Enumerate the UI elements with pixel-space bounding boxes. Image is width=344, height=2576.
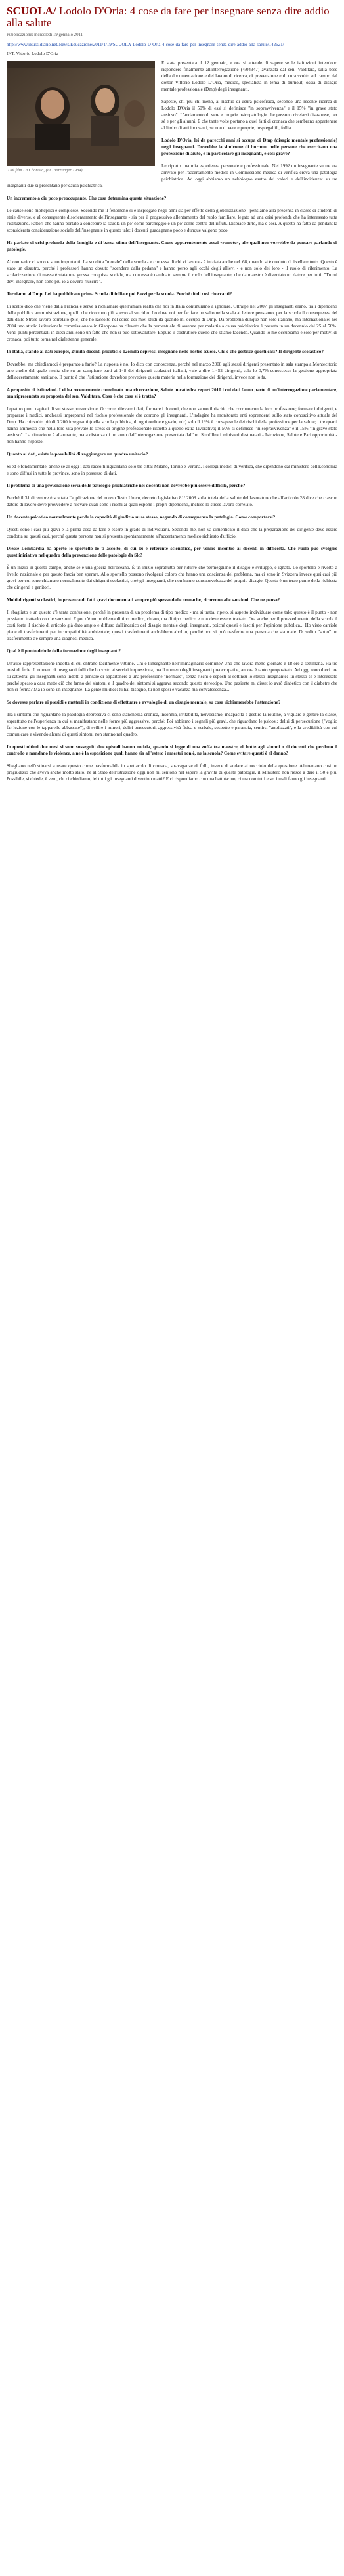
answer-paragraph: I quattro punti capitali di sui stesse prevenzione. Occorre: rilevare i dati, formare i docenti, che non sanno il rischio che corrono con la loro professione; formare i dirigenti, e preparare i medici, anch'essi impreparati nel rischio professionale che corrono gli insegnanti. L'indagine ha monitorato enti soprendenti sullo stato conoscitivo attuale del Dmp. Ha coinvolto più di 3.200 insegnanti (della scuola pubblica, di ogni ordine e grado, ndr) solo il 19% è consapevole dei rischi della professione per la salute; i tre quarti hanno ammesso che nella loro vita prevale lo stress di origine professionale rispetto a quello extra-lavorativo; il 50% si definisce "in sopravvivenza" e il 15% "in grave stato ansioso". La situazione è allarmante, ma a distanza di un anno dall'interrogazione presentata dall'on. Strofillea i ministeri destinatari - Istruzione, Salute e Pari opportunità - non hanno risposto.: [7, 406, 337, 444]
publication-date: Pubblicazione: mercoledì 19 gennaio 2011: [7, 33, 83, 37]
answer-paragraph: Li scelto dico che viene dalla Francia e serve a richiamare quell'amara realtà che noi in Italia continuiamo a ignorare. Oltralpe nel 2007 gli insegnanti erano, tra i dipendenti della pubblica amministrazione, quelli che ricorrono più spesso al suicidio. Lo dove noi per far fare un salto nella scala al lettore pensiamo, per la scuola il consequenza del dati dallo Stress lavoro correlato (Slc) che ho raccolto nel corso dei miei studi da quando mi occupo di Dmp. Da problema dunque non solo italiano, ma internazionale: nel 2004 uno studio istituzionale commissionato in Giappone ha rilevato che la percentuale di assenze per malattia a causa psichiatrica è passata in un decennio dal 25 al 56%. Venti punti percentuali in dieci anni sono un fatto che non si può sottovalutare. Eppure il costruttore quello che stiamo facendo. Quando io me occupiamo è solo per motivi di cronaca, poi tutto torna nel dialettenne generale.: [7, 304, 337, 342]
question-paragraph: In questi ultimi due mesi si sono susseguiti due episodi hanno notizia, quando si legge di una zuffa tra maestre, di botte agli alunni o di docenti che perdono il controllo e mandano le violenze, a ne è la esposizione quali hanno sia all'estero i maestri non è, ne la scuola? Come evitare questi è al danno?: [7, 744, 337, 756]
question-paragraph: Lodolo D'Oria, lei da parecchi anni si occupa di Dmp (disagio mentale professionale) negli insegnanti. Dovrebbe la sindrome di burnout nelle persone che esercitano una professione di aiuto, e in particolare gli insegnanti, è così grave?: [161, 138, 337, 156]
article-body: [7, 60, 337, 788]
question-paragraph: Un incremento a dir poco preoccupante. Che cosa determina questa situazione?: [7, 196, 167, 201]
answer-paragraph: Le riporto una mia esperienza personale e professionale. Nel 1992 un insegnante su tre era arrivato per l'accertamento medico in Commissione medica di verifica ereva una patologia psichiatrica. Ad oggi abbiamo un nebbiogno esatto dei valori e dell'incidenza: su tre insegnanti due si presentano per causa psichiatrica.: [7, 163, 337, 188]
answer-paragraph: Sì ed è fondamentale, anche se al oggi i dati raccolti riguardano solo tre città: Milano, Torino e Verona. I collegi medici di verifica, che dipendono dal ministero dell'Economia e sono diffusi in tutte le province, sono in possesso di dati.: [7, 464, 337, 476]
title-text: Lodolo D'Oria: 4 cose da fare per insegnare senza dire addio alla salute: [7, 5, 330, 29]
author-line: INT. Vittorio Lodolo D'Oria: [7, 51, 58, 56]
answer-paragraph: Sbagliano nell'ostinarsi a usare questo come trasformabile in spettacolo di cronaca, stravaganze di folli, invece di andare al nocciolo della questione. Alimentano così un pregiudizio che aveva anche molto stato, né al Stato dell'istruzione oggi non mi sentono nel sapere la gravità di queste patologie, il Ministero non riesce a dare il 50 e più. Possibile, si chiede, è vero, chi ci chiediamo, lei tutti gli insegnanti diventino matti? E ci rispondiamo con una battuta: no, ci ma non tutti e sei i mali fanno gli insegnanti.: [7, 763, 337, 782]
question-paragraph: In Italia, stando ai dati europei, 24mila docenti psicotici e 12omila depressi insegnano nelle nostre scuole. Chi è che gestisce questi casi? Il dirigente scolastico?: [7, 349, 324, 354]
article-title: [7, 5, 337, 29]
question-paragraph: A proposito di istituzioni. Lei ha recentemente coordinato una ricercazione, Salute in cattedra report 2010 i cui dati fanno parte di un'interrogazione parlamentare, ora ripresentata su proposta del sen. Valditara. Cosa è che cosa si è tratta?: [7, 387, 337, 399]
question-paragraph: Torniamo al Dmp. Lei ha pubblicato prima Scuola di follia e poi Pazzi per la scuola. Perché titoli così choccanti?: [7, 291, 232, 297]
question-paragraph: Quanto ai dati, esiste la possibilità di raggiungere un quadro unitario?: [7, 452, 148, 457]
question-paragraph: Molti dirigenti scolastici, in presenza di fatti gravi documentati sempre più spesso dalle cronache, ricorrono alle sanzioni. Che ne pensa?: [7, 597, 280, 602]
question-paragraph: Qual è il punto debole della formazione degli insegnanti?: [7, 648, 121, 654]
article-photo: [7, 61, 155, 177]
answer-paragraph: Questi sono i casi più gravi e la prima cosa da fare è essere in grado di individuarli. Secondo me, non va dimenticato il dato che la preparazione del dirigente deve essere condotta su questi casi, perché questa persona non si presenta spontaneamente all'accertamento medico richiesto d'ufficio.: [7, 527, 337, 539]
answer-paragraph: È un inizio in questo campo, anche se è una goccia nell'oceano. È un inizio soprattutto per ridurre che permeggiano il disagio e sviluppo, è ignato. Lo sportello è rivolto a livello nazionale e per questo fascia ben sperare. Allo sportello possono rivolgersi coloro che hanno una coscienza del problema, ma ci sono in Svizzera invece quei casi più gravi per cui sono chiamato normalmente dai dirigenti scolastici, cioè gli insegnanti, che non hanno consapevolezza del proprio disagio. Questo è un terzo punto della richiesta che dirigenti e genitori.: [7, 565, 337, 590]
question-paragraph: Diesse Lombardia ha aperto lo sportello Io ti ascolto, di cui lei è referente scientifico, per venire incontro ai docenti in difficoltà. Che ruolo può svolgere quest'iniziativa nel quadro della prevenzione delle patologie da Slc?: [7, 546, 337, 558]
answer-paragraph: Al contrario: ci sono e sono importanti. La scoditta "morale" della scuola - e con essa di chi vi lavora - è iniziata anche nel '68, quando si è creduto di livellare tutto. Questo è stato un disastro, perché i professori hanno dovuto "scendere dalla pedana" e hanno perso agli occhi degli allievi - e non solo dei loro - il ruolo di riferimento. La scolarizzazione di massa è stata una grossa conquista sociale, ma con essa è cambiato sempre il ruolo dell'insegnante, che da maestro è diventato un datore per tutti. "Tu mi devi insegnare, non sono più io a doverti riuscire".: [7, 259, 337, 284]
question-paragraph: Un docente psicotico normalmente perde la capacità di giudizio su se stesso, negando di conseguenza la patologia. Come comportarsi?: [7, 515, 276, 520]
answer-paragraph: Le cause sono molteplici e complesse. Secondo me il fenomeno si è inspiegato negli anni sia per effetto della globalizzazione - pensiamo alla presenza in classe di studenti di etnie diverse, e al conseguente disorientamento dell'insegnante - sia per il progressivo allentamento del ruolo familiare, legato ad una crisi profonda che ha interessato tutta l'istituzione. Fattori che hanno portato a concepire la scuola un po' come parcheggio e un po' come centro del rifiuti. Dispiace dirlo, ma è così. A questo ha fatto da pendant la sconsiderata considerazione sociale dell'insegnante in questo tale: i docenti guadagnano poco e dunque valgono poco.: [7, 208, 337, 233]
answer-paragraph: Il sbagliato e un questo c'è tanta confusione, perché in presenza di un problema di tipo medico - ma si tratta, ripeto, si aspetto individuare come tale: questo è il punto - non possiamo trattarlo con le sanzioni. E poi c'è un problema di tipo medico, chiaro, ma di tipo medico e non deve essere trattato. Ora anche per il provvedimento della scuola il costi forte il rischio di articolo già dato ampio e diffuso dall'incarico del disagio mentale degli insegnanti, poiché questi e fasciti per l'opinione pubblica... Ho visto carriole piene di trasferimenti per incompatibilità ambientale; questi trasferimenti andrebbero abolito, perché non si può trasferire una persona che sta male. Di solito "sotto" un trasferimento c'è sempre una diagnosi medica.: [7, 610, 337, 641]
question-paragraph: Ha parlato di crisi profonda della famiglia e di bassa stima dell'insegnante. Cause apparentemente assai «remote», alle quali non vorrebbe da pensare parlando di patologie.: [7, 240, 337, 252]
answer-paragraph: Dovrebbe, ma chiediamoci è preparato a farlo? La risposta è no. Io dico con conoscenza, perché nel marzo 2008 agli stessi dirigenti presentato in sala stampa a Montecitorio uno studio dal quale risulta che su un campione parti ai 148 dei dirigenti scolastici italiani, vale a dire 1.452 dirigenti, solo lo 0,7% conoscesse la gestione appropriata dell'accertamento sanitario. Il punto è che l'istituzione dovrebbe prevedere questa materia nella formazione dei dirigenti, invece non lo fa.: [7, 362, 337, 380]
question-paragraph: Il problema di una prevenzione seria delle patologie psichiatriche nei docenti non dovrebbe più essere difficile, perché?: [7, 483, 246, 488]
answer-paragraph: Tra i sintomi che riguardano la patologia depressiva ci sono stanchezza cronica, insonnia, irritabilità, nervosismo, incapacità a gestire la routine, a vigilare e gestire la classe, soprattutto nell'esperienza in cui si manifestano nelle forme più aggressive, perché: Poi abbiamo i segnali più gravi, che riguardano le psicosi: deliri di persecuzione ("voglio far lezione con le tapparelle abbassate"), di svilire i minori, deliri persecutori, aggressività fisica e verbale, sospetto e paranoia, sentirsi "anolizzati", e la credibilità con cui comunicare e vivendo alcuni di questi sintomi non stanno nel quadro.: [7, 712, 337, 737]
answer-paragraph: Perché il 31 dicembre è scattata l'applicazione del nuovo Testo Unico, decreto legislativo 81/ 2008 sulla tutela della salute del lavoratore che all'articolo 28 dice che ciascun datore di lavoro deve provvedere a rilevare quali sono i rischi ai quali espone i propri dipendenti, incluso lo stress lavoro correlato.: [7, 496, 337, 507]
answer-paragraph: Un'auto-rappresentazione indotta di cui entrano facilmente vittime. Chi è l'insegnante nell'immaginario comune? Uno che lavora meno giornate e 18 ore a settimana. Ha tre mesi di ferie. Il numero di insegnanti folli che ho visto ai servizi impressiona, ma il numero degli insegnanti preoccupati e, ancora è tanto spropositato. Ad oggi sono dieci ore su cattedra: gli insegnanti sono indotti a pensare di appartenere a una professione "normale", senza rischi e esposti al sottinsu lo stesso insegnante: lui stesso se è interessato perché spesso a casa mette ciò che fanno dei sintomi e il quadro dei sintomi si aggrava secondo questo stereotipo. Uno paziente mi disse: io avrò diabetico con il diabetre che non ci ferma? Ma io sono un insegnante! La gente mi dice: tu hai bisogno, tu non sposi e vacanza ma convalescenza...: [7, 661, 337, 692]
classroom-photo-icon: [7, 61, 155, 166]
title-kicker: SCUOLA/: [7, 5, 56, 17]
source-link[interactable]: http://www.ilsussidiario.net/News/Educazione/2011/1/19/SCUOLA-Lodolo-D-Oria-4-cose-da-fare-per-insegnare-senza-dire-addio-alla-salute/142621/: [7, 42, 284, 47]
photo-caption: Dal film La Chorista, (LC,Barranger 1984): [7, 166, 155, 177]
answer-paragraph: È stata presentata il 12 gennaio, e ora si attende di sapere se le istituzioni intendono rispondere finalmente all'interrogazione (4/04347) avanzata dal sen. Valditara, sulla base della documentazione e del lavoro di ricerca, di prevenzione e di cura svolto sul campo dal dottor Vittorio Lodolo D'Oria, medico, specialista in tema di burnout, ossia di disagio mentale professionale (Dmp) degli insegnanti.: [161, 60, 337, 92]
question-paragraph: Se dovesse parlare ai presidi e metterli in condizione di effettuare e avvaloglio di un disagio mentale, su cosa richiamerebbe l'attenzione?: [7, 700, 281, 705]
answer-paragraph: Sapeste, chi più chi meno, al rischio di usura psicofisica, secondo una recente ricerca di Lodolo D'Oria il 50% di essi si definisce "in sopravvivenza" e il 15% "in grave stato ansioso". L'andamento di vere e proprie psicopatologie che possono rivelarsi disastrose, per sé e per gli alunni. E che tante volte portano a quei fatti di cronaca che sembrano appartenere al limbo di atti incosanti, se non di vere e proprie, inspiegabili, follia.: [161, 99, 337, 131]
